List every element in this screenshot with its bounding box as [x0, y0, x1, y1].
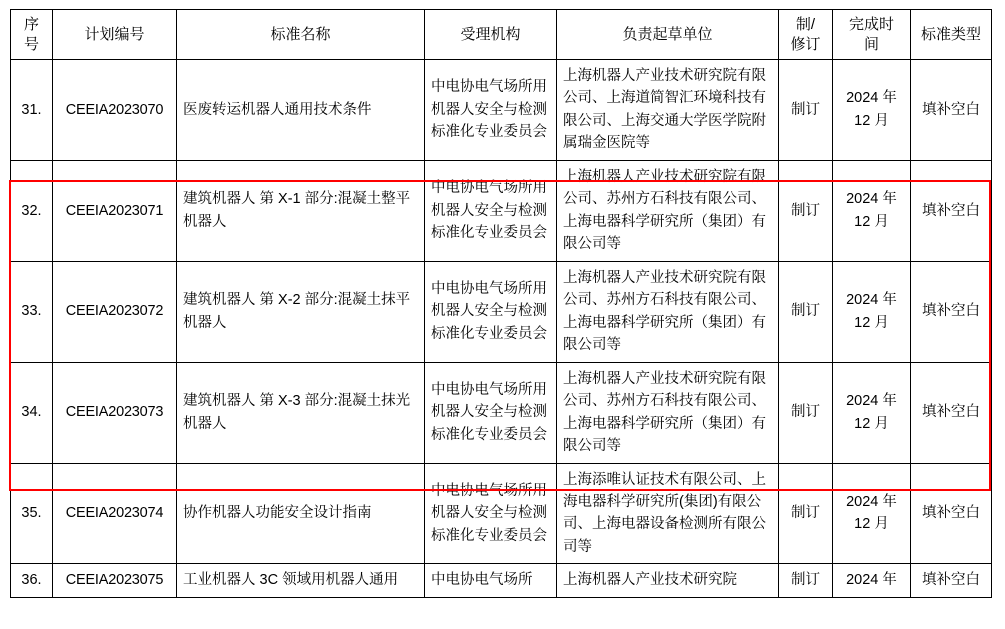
cell-category: 填补空白: [911, 160, 992, 261]
cell-name: 医废转运机器人通用技术条件: [177, 60, 425, 161]
cell-org: 中电协电气场所用机器人安全与检测标准化专业委员会: [425, 60, 557, 161]
cell-plan: CEEIA2023073: [53, 362, 177, 463]
cell-draft: 上海机器人产业技术研究院有限公司、上海道简智汇环境科技有限公司、上海交通大学医学院附属瑞金医院等: [557, 60, 779, 161]
cell-seq: 35.: [11, 463, 53, 564]
standards-plan-table: [10, 9, 992, 598]
table-body: [11, 60, 992, 598]
column-header-type-line2: 修订: [790, 35, 821, 53]
cell-time: 2024 年12 月: [833, 362, 911, 463]
table-row: [11, 362, 992, 463]
cell-type: 制订: [779, 463, 833, 564]
cell-plan: CEEIA2023071: [53, 160, 177, 261]
column-header-seq-line2: 号: [23, 35, 39, 53]
column-header-time-line2: 间: [863, 35, 879, 53]
cell-draft: 上海机器人产业技术研究院: [557, 564, 779, 597]
table-row: [11, 160, 992, 261]
cell-category: 填补空白: [911, 463, 992, 564]
cell-time: 2024 年12 月: [833, 261, 911, 362]
cell-plan: CEEIA2023070: [53, 60, 177, 161]
cell-plan: CEEIA2023072: [53, 261, 177, 362]
cell-draft: 上海机器人产业技术研究院有限公司、苏州方石科技有限公司、上海电器科学研究所（集团）有限公司等: [557, 160, 779, 261]
cell-category: 填补空白: [911, 564, 992, 597]
cell-time: 2024 年12 月: [833, 160, 911, 261]
cell-org: 中电协电气场所用机器人安全与检测标准化专业委员会: [425, 261, 557, 362]
column-header-time-line1: 完成时: [848, 16, 894, 33]
cell-category: 填补空白: [911, 261, 992, 362]
column-header-type: [779, 10, 833, 60]
cell-seq: 31.: [11, 60, 53, 161]
cell-time: 2024 年12 月: [833, 60, 911, 161]
cell-type: 制订: [779, 60, 833, 161]
table-header-row: [11, 10, 992, 60]
cell-org: 中电协电气场所用机器人安全与检测标准化专业委员会: [425, 160, 557, 261]
cell-seq: 32.: [11, 160, 53, 261]
cell-time: 2024 年: [833, 564, 911, 597]
table-row: [11, 261, 992, 362]
cell-org: 中电协电气场所用机器人安全与检测标准化专业委员会: [425, 463, 557, 564]
cell-name: 建筑机器人 第 X-2 部分:混凝土抹平机器人: [177, 261, 425, 362]
table-row: [11, 564, 992, 597]
cell-org: 中电协电气场所用机器人安全与检测标准化专业委员会: [425, 362, 557, 463]
cell-seq: 34.: [11, 362, 53, 463]
cell-type: 制订: [779, 160, 833, 261]
document-page: [0, 9, 1005, 629]
cell-time: 2024 年12 月: [833, 463, 911, 564]
cell-name: 工业机器人 3C 领域用机器人通用: [177, 564, 425, 597]
cell-seq: 33.: [11, 261, 53, 362]
cell-category: 填补空白: [911, 60, 992, 161]
table-row: [11, 60, 992, 161]
cell-org: 中电协电气场所: [425, 564, 557, 597]
cell-seq: 36.: [11, 564, 53, 597]
cell-name: 建筑机器人 第 X-1 部分:混凝土整平机器人: [177, 160, 425, 261]
cell-category: 填补空白: [911, 362, 992, 463]
table-row: [11, 463, 992, 564]
column-header-seq: [11, 10, 53, 60]
column-header-standard-category: 标准类型: [911, 10, 992, 60]
column-header-standard-name: 标准名称: [177, 10, 425, 60]
cell-plan: CEEIA2023074: [53, 463, 177, 564]
cell-name: 协作机器人功能安全设计指南: [177, 463, 425, 564]
cell-name: 建筑机器人 第 X-3 部分:混凝土抹光机器人: [177, 362, 425, 463]
column-header-completion-time: [833, 10, 911, 60]
column-header-accepting-org: 受理机构: [425, 10, 557, 60]
column-header-seq-line1: 序: [23, 16, 39, 33]
cell-draft: 上海机器人产业技术研究院有限公司、苏州方石科技有限公司、上海电器科学研究所（集团）有限公司等: [557, 261, 779, 362]
table-header: [11, 10, 992, 60]
cell-draft: 上海添唯认证技术有限公司、上海电器科学研究所(集团)有限公司、上海电器设备检测所有限公司等: [557, 463, 779, 564]
cell-type: 制订: [779, 261, 833, 362]
cell-draft: 上海机器人产业技术研究院有限公司、苏州方石科技有限公司、上海电器科学研究所（集团）有限公司等: [557, 362, 779, 463]
column-header-drafting-units: 负责起草单位: [557, 10, 779, 60]
cell-type: 制订: [779, 362, 833, 463]
column-header-type-line1: 制/: [795, 16, 816, 33]
cell-type: 制订: [779, 564, 833, 597]
cell-plan: CEEIA2023075: [53, 564, 177, 597]
column-header-plan-number: 计划编号: [53, 10, 177, 60]
